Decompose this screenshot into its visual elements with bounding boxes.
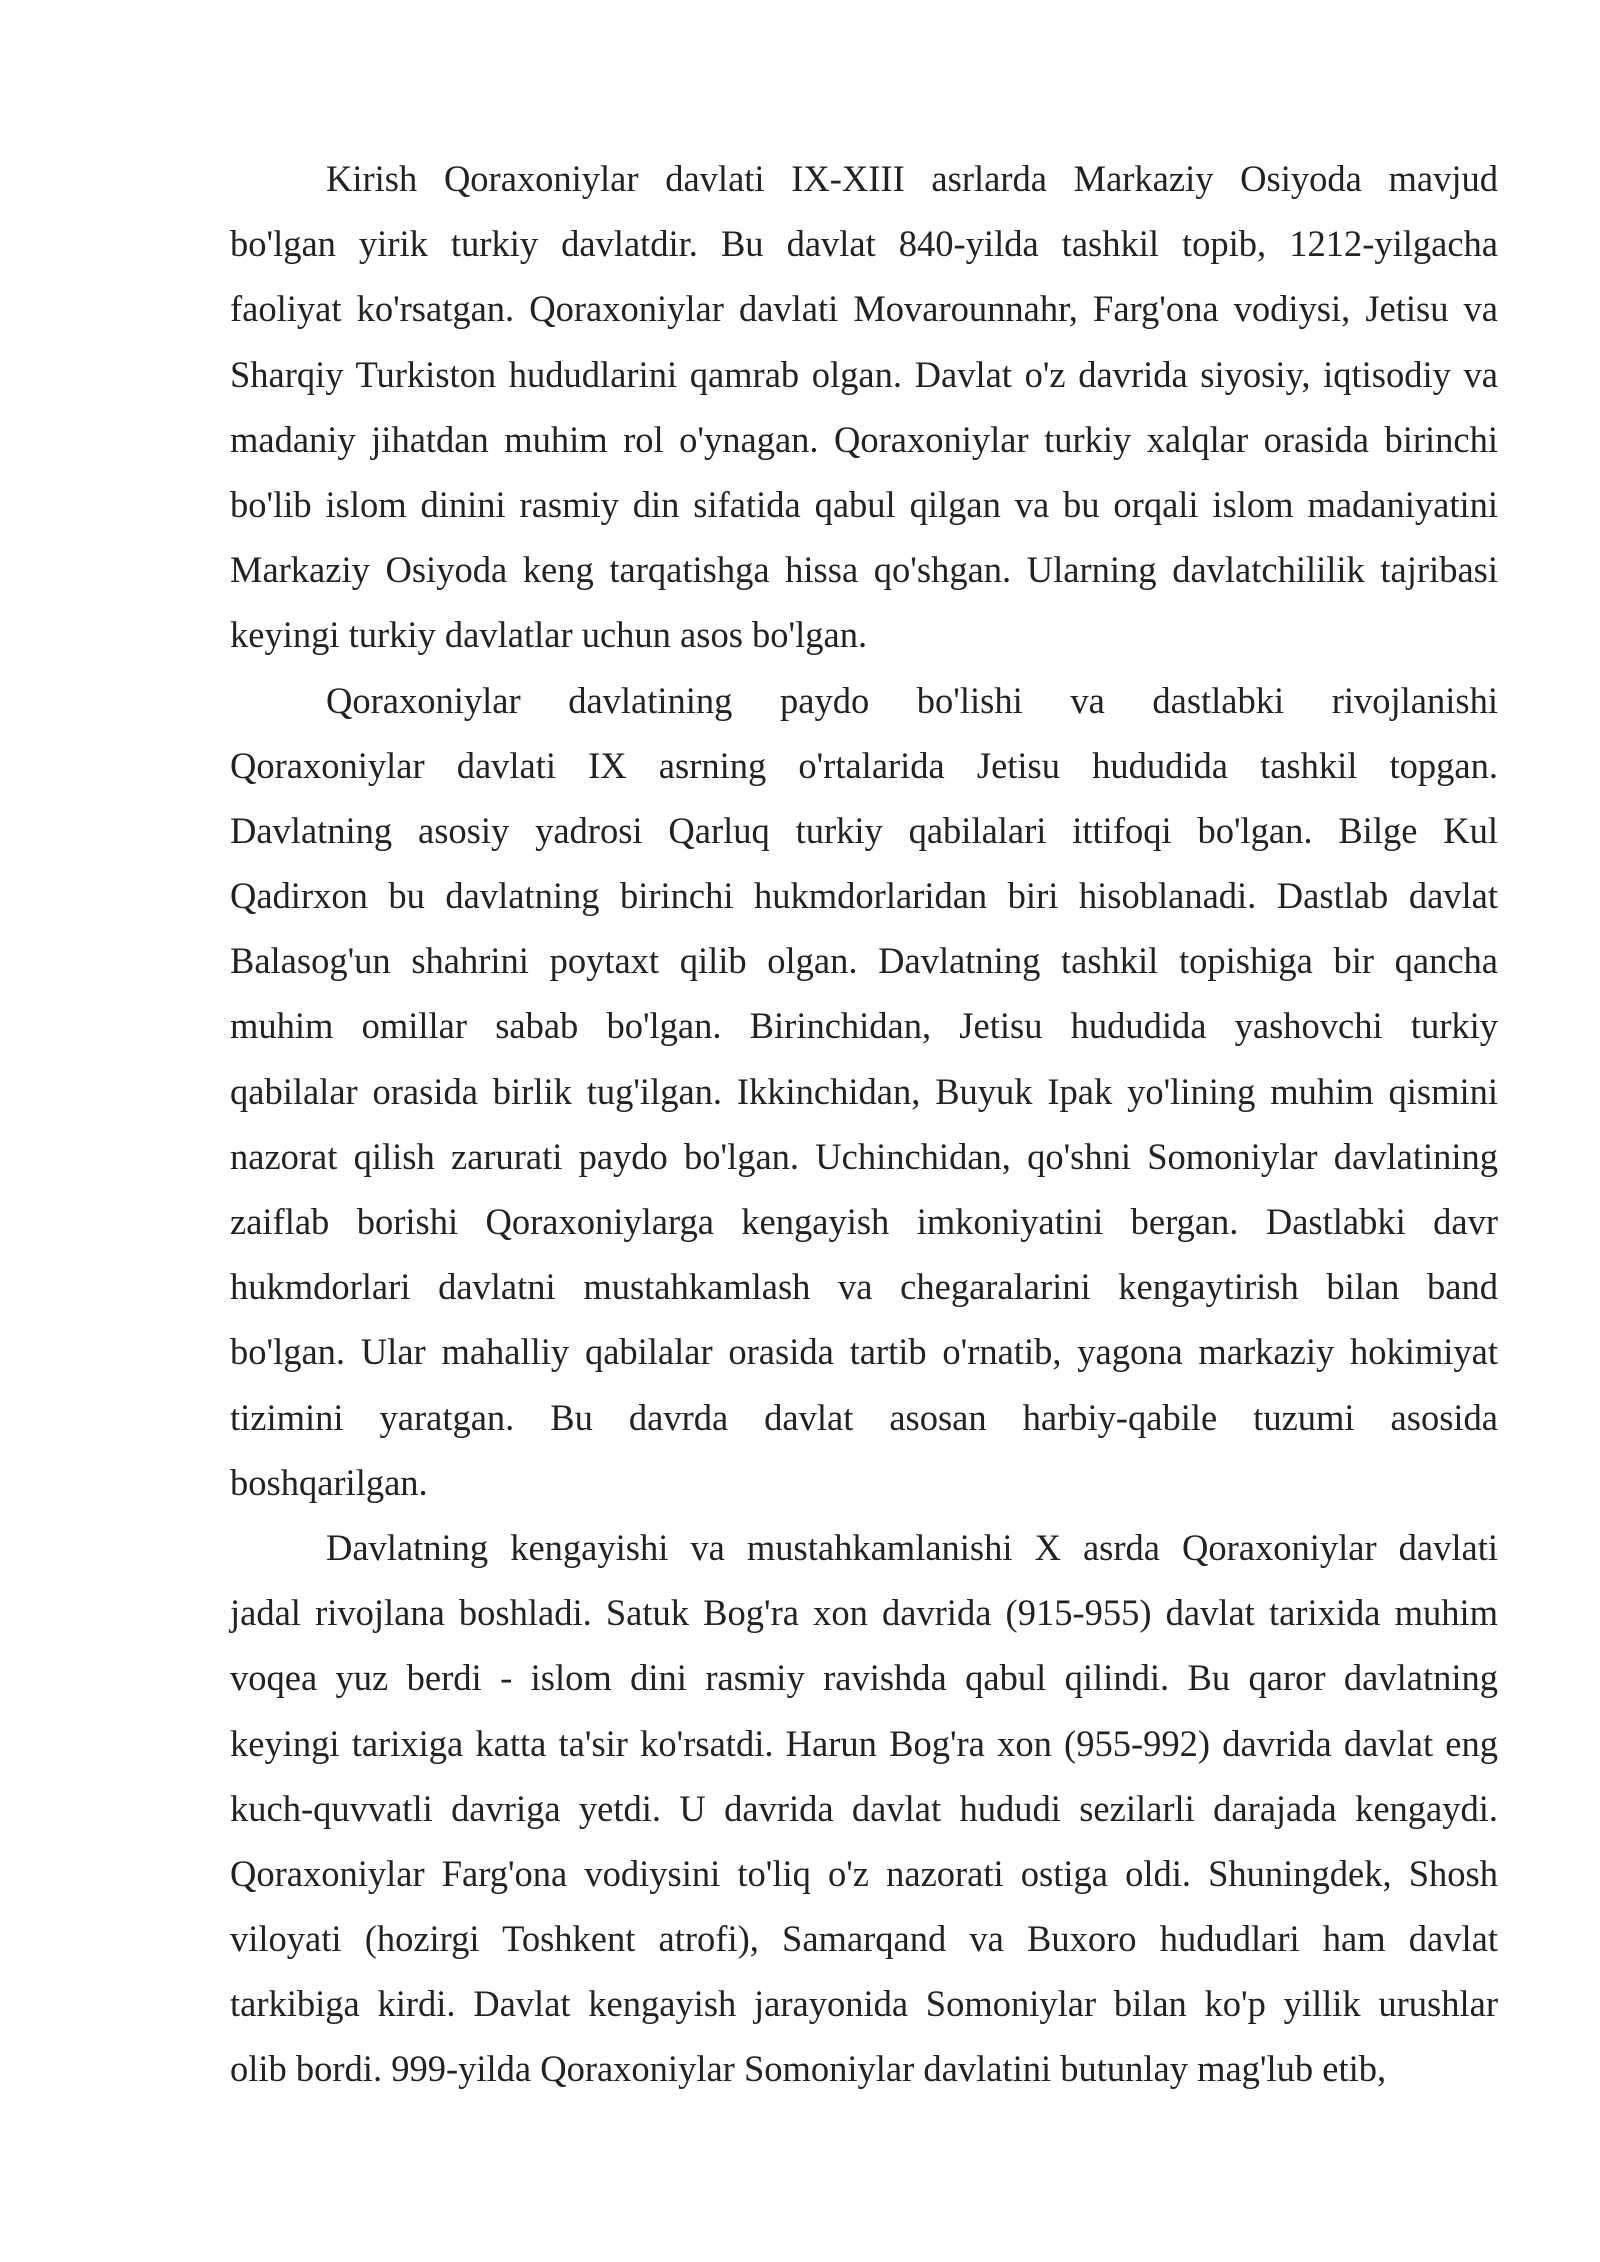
- text-line: bo'lgan yirik turkiy davlatdir. Bu davlat 840-yilda tashkil topib, 1212-yilgacha: [230, 223, 1498, 265]
- text-line: viloyati (hozirgi Toshkent atrofi), Samarqand va Buxoro hududlari ham davlat: [230, 1918, 1498, 1960]
- text-line: olib bordi. 999-yilda Qoraxoniylar Somoniylar davlatini butunlay mag'lub etib,: [230, 2048, 1387, 2090]
- text-line: Davlatning kengayishi va mustahkamlanishi X asrda Qoraxoniylar davlati: [326, 1526, 1498, 1568]
- text-line: Davlatning asosiy yadrosi Qarluq turkiy qabilalari ittifoqi bo'lgan. Bilge Kul: [230, 809, 1498, 851]
- paragraph-3: [230, 1515, 1498, 2102]
- text-line: zaiflab borishi Qoraxoniylarga kengayish imkoniyatini bergan. Dastlabki davr: [230, 1201, 1498, 1242]
- text-line: nazorat qilish zarurati paydo bo'lgan. Uchinchidan, qo'shni Somoniylar davlatining: [230, 1135, 1498, 1177]
- text-line: qabilalar orasida birlik tug'ilgan. Ikkinchidan, Buyuk Ipak yo'lining muhim qismini: [230, 1070, 1498, 1112]
- text-line: voqea yuz berdi - islom dini rasmiy ravishda qabul qilindi. Bu qaror davlatning: [230, 1657, 1498, 1699]
- text-line: Kirish Qoraxoniylar davlati IX-XIII asrlarda Markaziy Osiyoda mavjud: [326, 158, 1498, 199]
- text-line: keyingi turkiy davlatlar uchun asos bo'lgan.: [230, 614, 868, 656]
- text-line: Qoraxoniylar davlatining paydo bo'lishi va dastlabki rivojlanishi: [326, 679, 1498, 721]
- text-line: keyingi tarixiga katta ta'sir ko'rsatdi. Harun Bog'ra xon (955-992) davrida davlat eng: [230, 1722, 1498, 1764]
- text-line: kuch-quvvatli davriga yetdi. U davrida davlat hududi sezilarli darajada kengaydi.: [230, 1787, 1498, 1829]
- text-line: bo'lgan. Ular mahalliy qabilalar orasida tartib o'rnatib, yagona markaziy hokimiyat: [230, 1331, 1498, 1373]
- text-line: Qoraxoniylar davlati IX asrning o'rtalarida Jetisu hududida tashkil topgan.: [230, 744, 1498, 786]
- text-line: faoliyat ko'rsatgan. Qoraxoniylar davlati Movarounnahr, Farg'ona vodiysi, Jetisu va: [230, 288, 1498, 330]
- text-line: Markaziy Osiyoda keng tarqatishga hissa qo'shgan. Ularning davlatchililik tajribasi: [230, 549, 1498, 591]
- text-line: tizimini yaratgan. Bu davrda davlat asosan harbiy-qabile tuzumi asosida: [230, 1396, 1498, 1438]
- text-line: muhim omillar sabab bo'lgan. Birinchidan, Jetisu hududida yashovchi turkiy: [230, 1005, 1498, 1047]
- text-line: bo'lib islom dinini rasmiy din sifatida qabul qilgan va bu orqali islom madaniyatini: [230, 483, 1498, 525]
- document-body: [230, 146, 1498, 2102]
- paragraph-2: [230, 668, 1498, 1515]
- text-line: hukmdorlari davlatni mustahkamlash va chegaralarini kengaytirish bilan band: [230, 1266, 1498, 1308]
- text-line: Qadirxon bu davlatning birinchi hukmdorlaridan biri hisoblanadi. Dastlab davlat: [230, 875, 1498, 917]
- text-line: Qoraxoniylar Farg'ona vodiysini to'liq o'z nazorati ostiga oldi. Shuningdek, Shosh: [230, 1852, 1498, 1894]
- paragraph-1: [230, 146, 1498, 668]
- text-line: madaniy jihatdan muhim rol o'ynagan. Qoraxoniylar turkiy xalqlar orasida birinchi: [230, 418, 1498, 460]
- text-line: tarkibiga kirdi. Davlat kengayish jarayonida Somoniylar bilan ko'p yillik urushlar: [230, 1983, 1498, 2025]
- text-line: jadal rivojlana boshladi. Satuk Bog'ra xon davrida (915-955) davlat tarixida muhim: [230, 1592, 1498, 1634]
- text-line: boshqarilgan.: [230, 1461, 428, 1503]
- text-line: Sharqiy Turkiston hududlarini qamrab olgan. Davlat o'z davrida siyosiy, iqtisodiy va: [230, 353, 1498, 395]
- text-line: Balasog'un shahrini poytaxt qilib olgan. Davlatning tashkil topishiga bir qancha: [230, 940, 1498, 982]
- document-page: [230, 146, 1498, 2102]
